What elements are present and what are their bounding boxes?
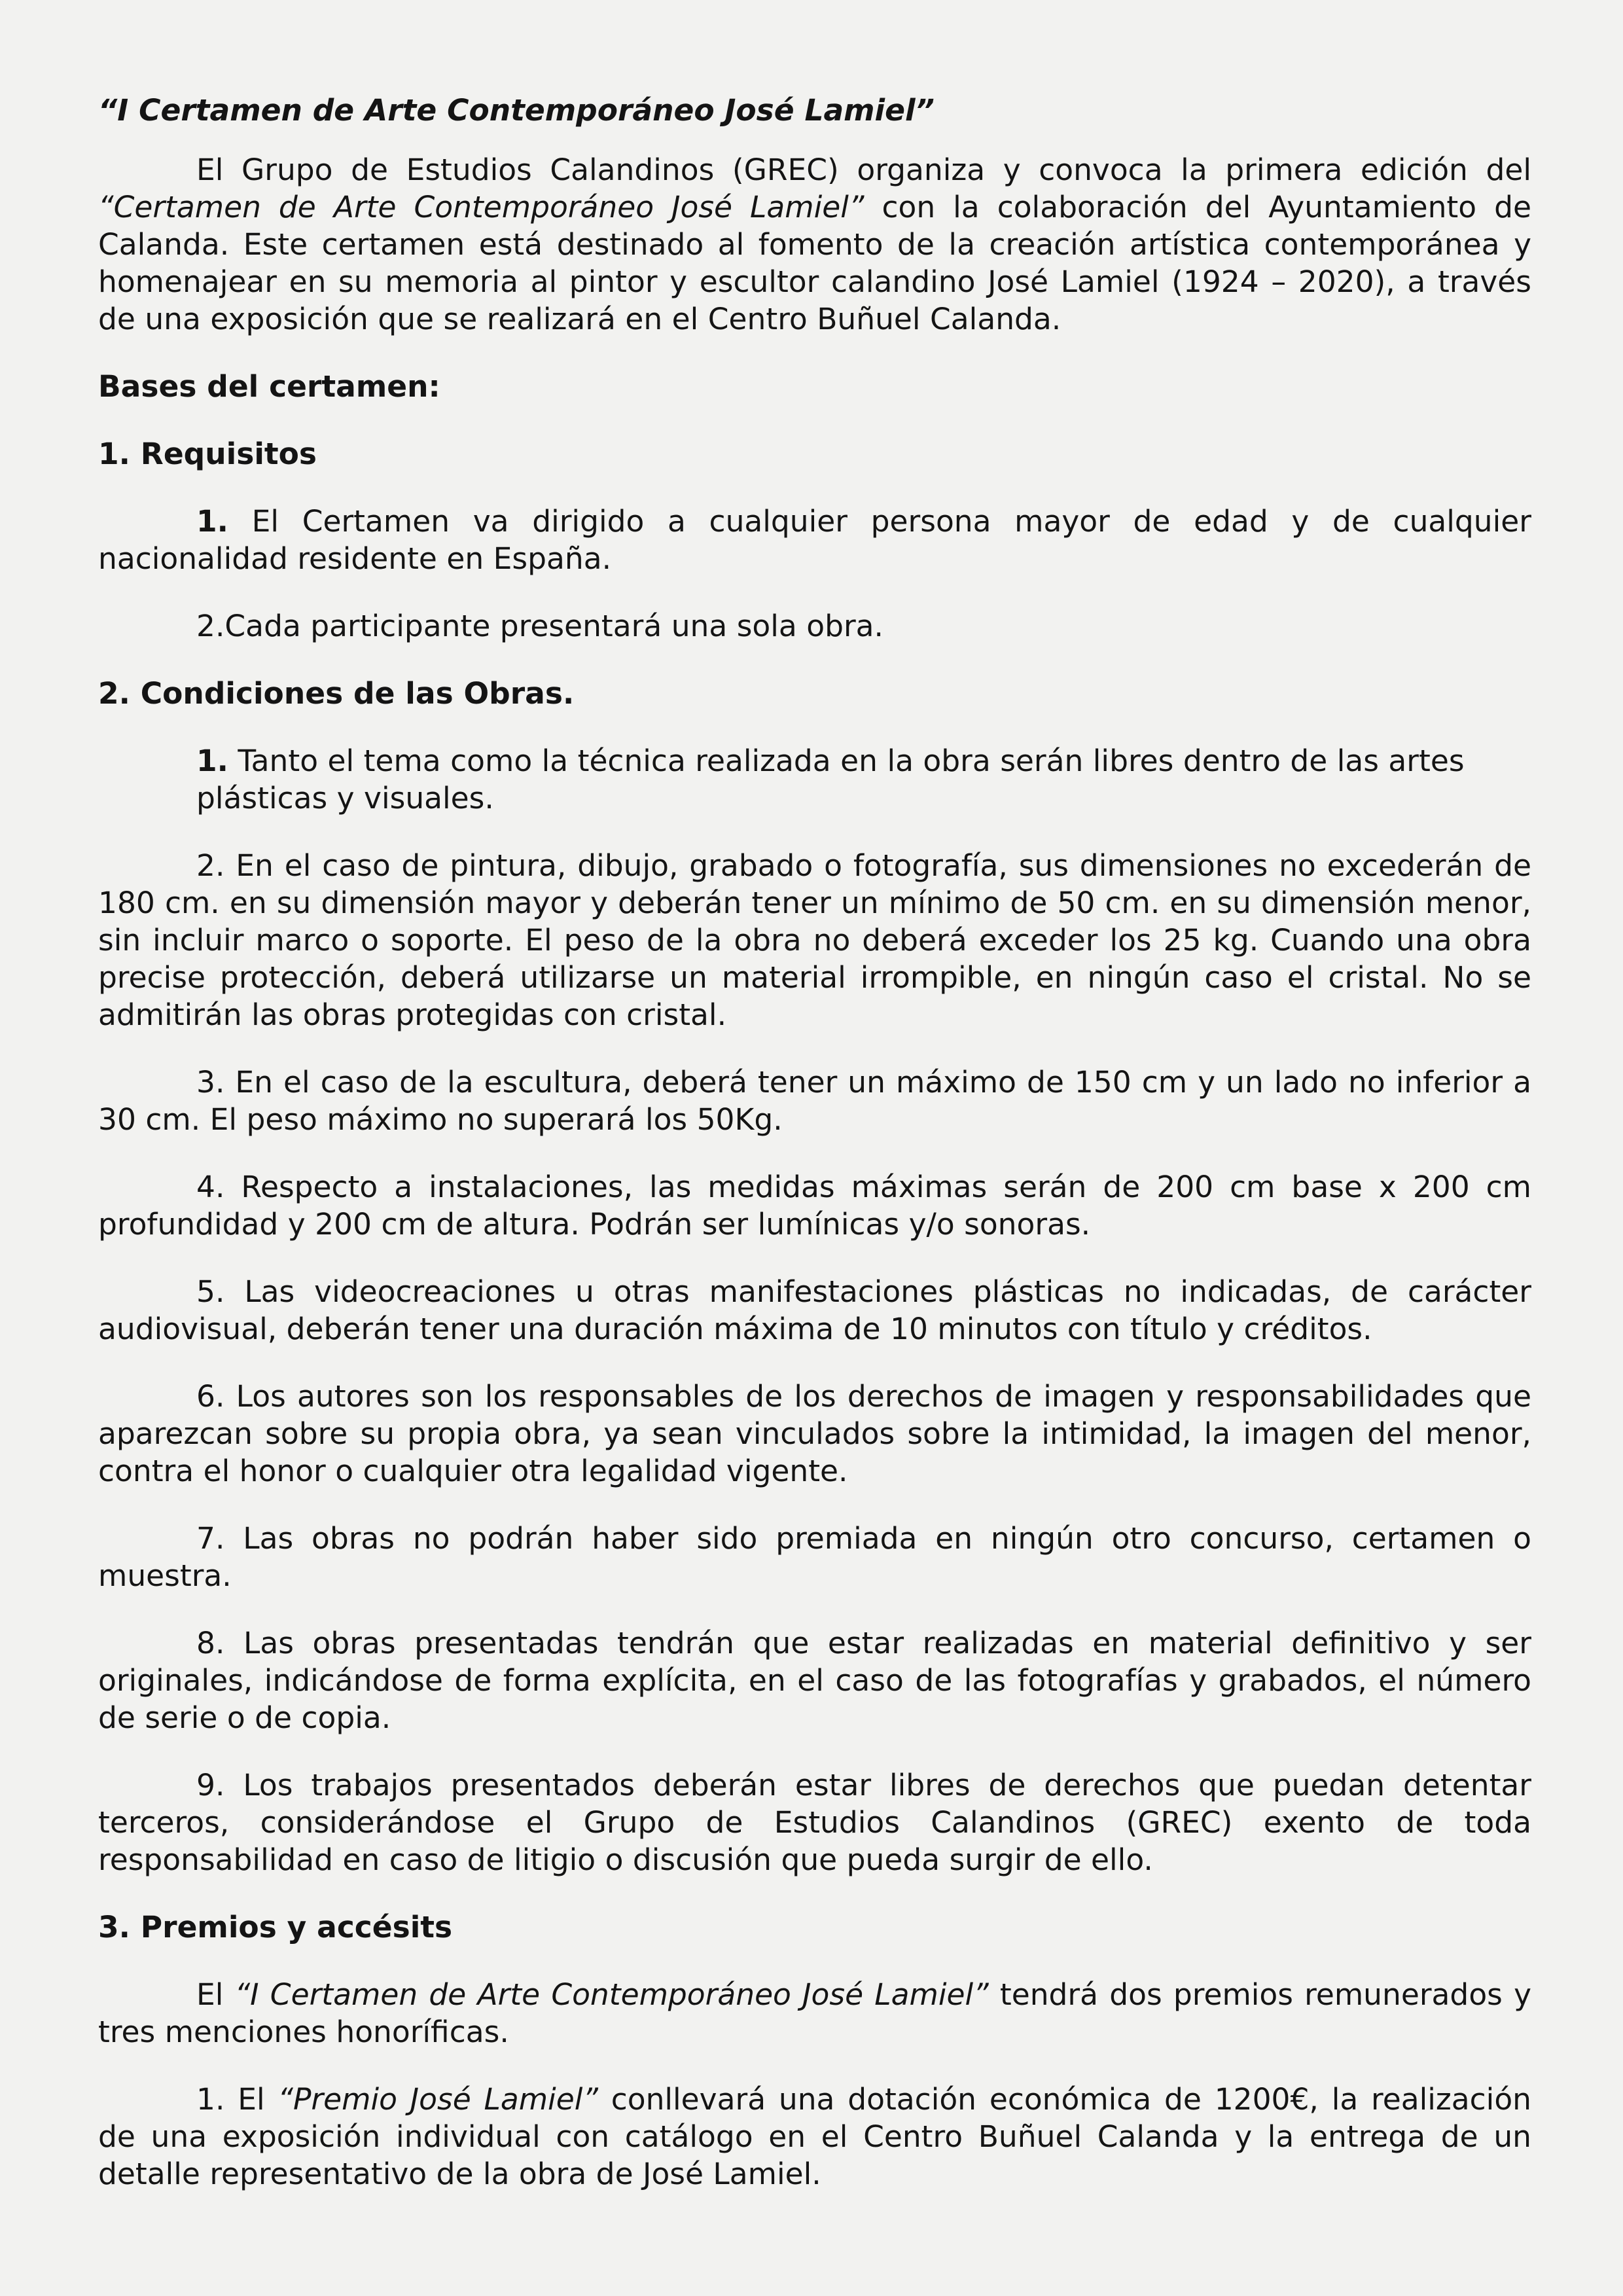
section-2-item-5: 5. Las videocreaciones u otras manifestaciones plásticas no indicadas, de carácter audiovisual, deberán tener una duración máxima de 10 minutos con título y créditos. xyxy=(98,1274,1531,1346)
document-page xyxy=(98,92,1531,2223)
section-2-item-9: 9. Los trabajos presentados deberán estar libres de derechos que puedan detentar terceros, considerándose el Grupo de Estudios Calandinos (GREC) exento de toda responsabilidad en caso de litigio o discusión que pueda surgir de ello. xyxy=(98,1768,1531,1877)
section-2-heading: 2. Condiciones de las Obras. xyxy=(98,676,575,711)
section-2-item-4: 4. Respecto a instalaciones, las medidas máximas serán de 200 cm base x 200 cm profundidad y 200 cm de altura. Podrán ser lumínicas y/o sonoras. xyxy=(98,1170,1531,1242)
section-1-item-1 xyxy=(98,503,1531,577)
section-1-item-2: 2.Cada participante presentará una sola obra. xyxy=(196,609,884,643)
item-number: 1. xyxy=(196,504,228,539)
section-2-item-8: 8. Las obras presentadas tendrán que estar realizadas en material definitivo y ser originales, indicándose de forma explícita, en el caso de las fotografías y grabados, el número de serie o de copia. xyxy=(98,1626,1531,1735)
section-2-item-7: 7. Las obras no podrán haber sido premiada en ningún otro concurso, certamen o muestra. xyxy=(98,1521,1531,1593)
section-3-item-1 xyxy=(98,2081,1531,2193)
item-text: 1. El xyxy=(196,2082,278,2117)
intro-paragraph xyxy=(98,151,1531,338)
intro-italic-title: “I Certamen de Arte Contemporáneo José Lamiel” xyxy=(234,1977,989,2012)
section-2-item-1 xyxy=(98,742,1531,817)
section-2-item-6: 6. Los autores son los responsables de los derechos de imagen y responsabilidades que aparezcan sobre su propia obra, ya sean vinculados sobre la intimidad, la imagen del menor, contra el honor o cualquier otra legalidad vigente. xyxy=(98,1379,1531,1488)
item-text: El Certamen va dirigido a cualquier persona mayor de edad y de cualquier nacionalidad residente en España. xyxy=(98,504,1531,576)
item-number: 1. xyxy=(196,744,228,778)
bases-heading: Bases del certamen: xyxy=(98,369,440,404)
intro-text-continued: tendrá dos premios remunerados y tres menciones honoríficas. xyxy=(98,1977,1531,2049)
section-1-heading: 1. Requisitos xyxy=(98,437,317,471)
item-text-continued: conllevará una dotación económica de 1200€, la realización de una exposición individual con catálogo en el Centro Buñuel Calanda y la entrega de un detalle representativo de la obra de José Lamiel. xyxy=(98,2082,1531,2191)
intro-italic-title: “Certamen de Arte Contemporáneo José Lamiel” xyxy=(98,190,865,224)
section-2-item-3: 3. En el caso de la escultura, deberá tener un máximo de 150 cm y un lado no inferior a 30 cm. El peso máximo no superará los 50Kg. xyxy=(98,1065,1531,1137)
section-3-intro xyxy=(98,1976,1531,2051)
intro-text: El xyxy=(196,1977,235,2012)
item-text: Tanto el tema como la técnica realizada en la obra serán libres dentro de las artes plásticas y visuales. xyxy=(196,744,1465,816)
prize-name: “Premio José Lamiel” xyxy=(277,2082,598,2117)
intro-text-continued: con la colaboración del Ayuntamiento de Calanda. Este certamen está destinado al fomento de la creación artística contemporánea y homenajear en su memoria al pintor y escultor calandino José Lamiel (1924 – 2020), a través de una exposición que se realizará en el Centro Buñuel Calanda. xyxy=(98,190,1531,336)
document-title: “I Certamen de Arte Contemporáneo José Lamiel” xyxy=(98,93,935,128)
section-3-heading: 3. Premios y accésits xyxy=(98,1910,453,1945)
intro-text: El Grupo de Estudios Calandinos (GREC) organiza y convoca la primera edición del xyxy=(196,152,1531,187)
section-2-item-2: 2. En el caso de pintura, dibujo, grabado o fotografía, sus dimensiones no excederán de 180 cm. en su dimensión mayor y deberán tener un mínimo de 50 cm. en su dimensión menor, sin incluir marco o soporte. El peso de la obra no deberá exceder los 25 kg. Cuando una obra precise protección, deberá utilizarse un material irrompible, en ningún caso el cristal. No se admitirán las obras protegidas con cristal. xyxy=(98,848,1531,1032)
